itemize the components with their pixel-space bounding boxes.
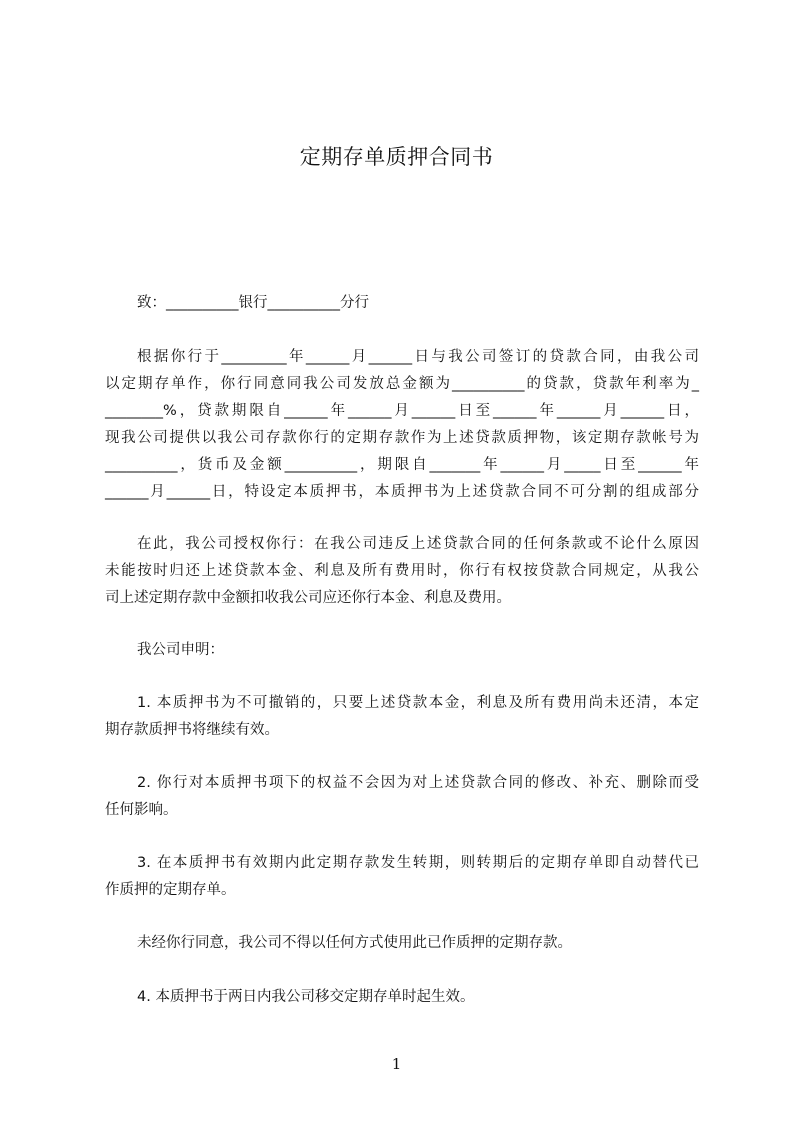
para1-line-4: 现我公司提供以我公司存款你行的定期存款作为上述贷款质押物，该定期存款帐号为 [105, 430, 699, 446]
para1-line-2: 以定期存单作，你行同意同我公司发放总金额为__________的贷款，贷款年利率为_ [105, 376, 699, 392]
item2-line-1: 2. 你行对本质押书项下的权益不会因为对上述贷款合同的修改、补充、删除而受 [137, 775, 699, 791]
no-use-statement: 未经你行同意，我公司不得以任何方式使用此已作质押的定期存款。 [137, 935, 572, 951]
para1-line-5: __________，货币及金额__________，期限自_______年______月_____日至______年 [105, 457, 699, 473]
para1-line-1: 根据你行于_________年______月______日与我公司签订的贷款合同，由我公司 [137, 349, 699, 365]
item3-line-1: 3. 在本质押书有效期内此定期存款发生转期，则转期后的定期存单即自动替代已 [137, 855, 699, 871]
salutation: 致：__________银行__________分行 [137, 295, 369, 311]
para1-line-3: ________%，贷款期限自______年______月______日至______年______月______日， [105, 403, 699, 419]
declare-heading: 我公司申明： [137, 642, 224, 658]
para2-line-1: 在此，我公司授权你行：在我公司违反上述贷款合同的任何条款或不论什么原因 [137, 536, 699, 552]
para2-line-2: 未能按时归还上述贷款本金、利息及所有费用时，你行有权按贷款合同规定，从我公 [105, 563, 699, 579]
item1-line-2: 期存款质押书将继续有效。 [105, 722, 279, 738]
document-title: 定期存单质押合同书 [299, 145, 494, 169]
page-number: 1 [391, 1055, 402, 1073]
para2-line-3: 司上述定期存款中金额扣收我公司应还你行本金、利息及费用。 [105, 590, 511, 606]
item1-line-1: 1. 本质押书为不可撤销的，只要上述贷款本金，利息及所有费用尚未还清，本定 [137, 695, 699, 711]
item4: 4. 本质押书于两日内我公司移交定期存单时起生效。 [137, 989, 475, 1005]
item2-line-2: 任何影响。 [105, 802, 178, 818]
para1-line-6: ______月______日，特设定本质押书，本质押书为上述贷款合同不可分割的组成部分 [105, 484, 699, 500]
item3-line-2: 作质押的定期存单。 [105, 882, 236, 898]
